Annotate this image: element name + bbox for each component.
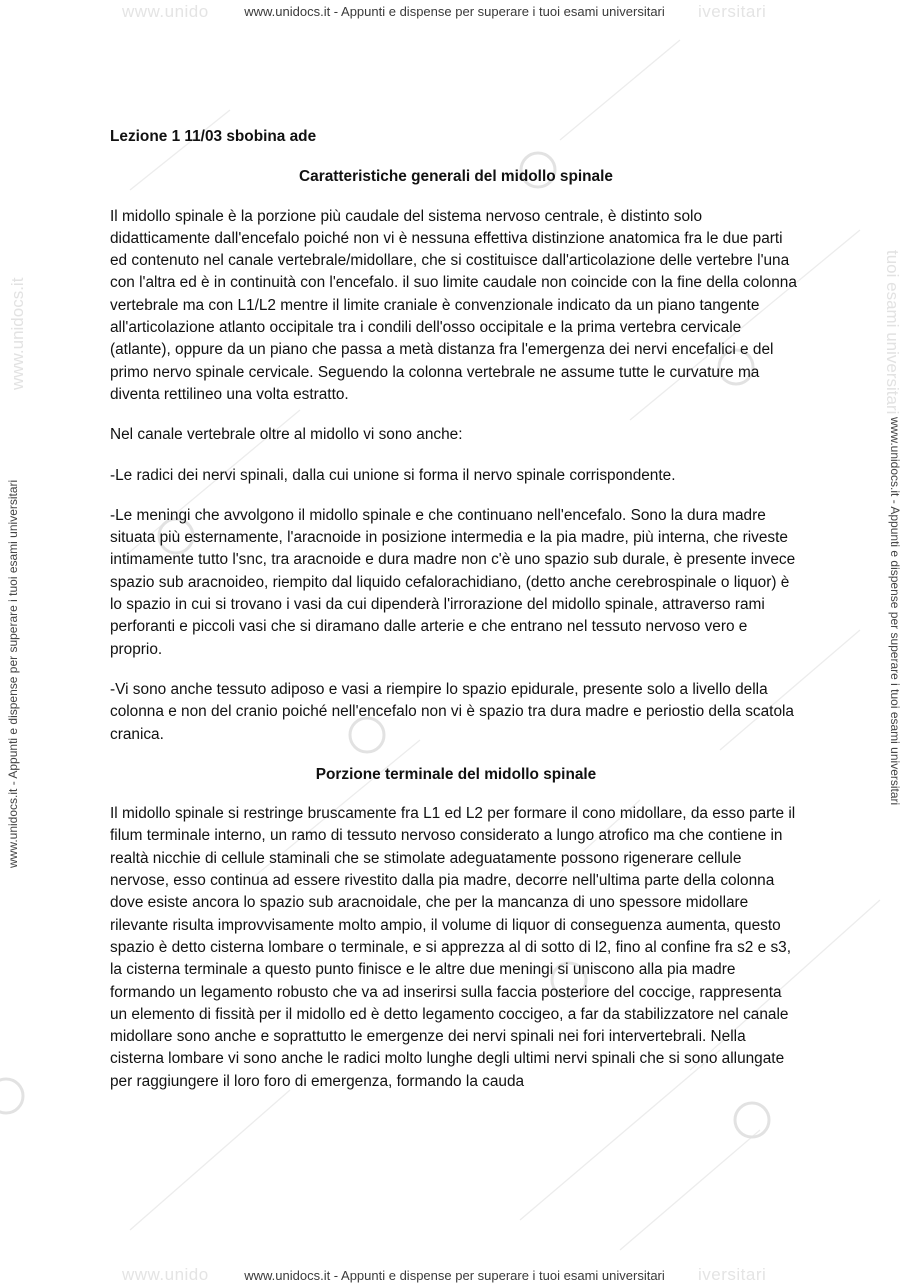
watermark-ghost-right: tuoi esami universitari bbox=[883, 250, 902, 415]
section-heading-general: Caratteristiche generali del midollo spinale bbox=[299, 168, 613, 186]
paragraph-overview: Il midollo spinale è la porzione più caudale del sistema nervoso centrale, è distinto solo didatticamente dall'encefalo poiché non vi è nessuna effettiva distinzione anatomica fra le due parti ed contenuto nel canale vertebrale/midollare, che si costituisce dall'articolazione delle vertebre l'una con l'altra ed è in continuità con l'encefalo. il suo limite caudale non coincide con la fine della colonna vertebrale ma con L1/L2 mentre il limite craniale è convenzionale indicato da un piano tangente all'articolazione atlanto occipitale tra i condili dell'osso occipitale e la prima vertebra cervicale (atlante), oppure da un piano che passa a metà distanza fra l'emergenza dei nervi encefalici e del primo nervo spinale cervicale. Seguendo la colonna vertebrale ne assume tutte le curvature ma diventa rettilineo una volta estratto. bbox=[110, 207, 797, 403]
watermark-side-right: www.unidocs.it - Appunti e dispense per superare i tuoi esami universitari bbox=[888, 417, 902, 806]
paragraph-meninges: -Le meningi che avvolgono il midollo spinale e che continuano nell'encefalo. Sono la dura madre situata più esternamente, l'aracnoide in posizione intermedia e la pia madre, più interna, che riveste intimamente tutto l'snc, tra aracnoide e dura madre non c'è uno spazio sub durale, è presente invece spazio sub aracnoideo, riempito dal liquido cefalorachidiano, (detto anche cerebrospinale o liquor) è lo spazio in cui si trovano i vasi da cui dipenderà l'irrorazione del midollo spinale, attraverso rami perforanti e piccoli vasi che si diramano dalle arterie e che entrano nel tessuto nervoso vero e proprio. bbox=[110, 506, 796, 658]
watermark-ghost-bottom: www.unido bbox=[122, 1265, 209, 1284]
watermark-logo-icon bbox=[0, 1079, 23, 1113]
watermark-header: www.unidocs.it - Appunti e dispense per superare i tuoi esami universitari bbox=[244, 4, 665, 19]
paragraph-epidural: -Vi sono anche tessuto adiposo e vasi a riempire lo spazio epidurale, presente solo a livello della colonna e non del cranio poiché nell'encefalo non vi è spazio tra dura madre e periostio della scatola cranica. bbox=[110, 680, 794, 743]
paragraph-canal-contents-intro: Nel canale vertebrale oltre al midollo vi sono anche: bbox=[110, 426, 463, 444]
lesson-title: Lezione 1 11/03 sbobina ade bbox=[110, 128, 317, 145]
document-body bbox=[110, 126, 802, 1111]
watermark-ghost-top-right: iversitari bbox=[698, 2, 767, 21]
watermark-footer: www.unidocs.it - Appunti e dispense per superare i tuoi esami universitari bbox=[244, 1268, 665, 1283]
section-heading-terminal: Porzione terminale del midollo spinale bbox=[315, 765, 597, 783]
paragraph-spinal-roots: -Le radici dei nervi spinali, dalla cui unione si forma il nervo spinale corrispondente. bbox=[110, 466, 676, 484]
paragraph-terminal-portion: Il midollo spinale si restringe bruscamente fra L1 ed L2 per formare il cono midollare, da esso parte il filum terminale interno, un ramo di tessuto nervoso considerato a lungo atrofico ma che contiene in realtà nicchie di cellule staminali che se stimolate adeguatamente possono rigenerare cellule nervose, esso continua ad essere rivestito dalla pia madre, decorre nell'ultima parte della colonna dove esiste ancora lo spazio sub aracnoidale, che per la mancanza di uno spessore midollare rilevante risulta improvvisamente molto ampio, il volume di liquor di conseguenza aumenta, questo spazio è detto cisterna lombare o terminale, e si apprezza al di sotto di l2, fino al confine fra s2 e s3, la cisterna terminale a questo punto finisce e le altre due meningi si uniscono alla pia madre formando un legamento robusto che va ad inserirsi sulla faccia posteriore del coccige, rappresenta un elemento di fissità per il midollo ed è detto legamento coccigeo, a far da stabilizzatore nel canale midollare sono anche e soprattutto le emergenze dei nervi spinali nei fori intervertebrali. Nella cisterna lombare vi sono anche le radici molto lunghe degli ultimi nervi spinali che si sono allungate per raggiungere il loro foro di emergenza, formando la cauda bbox=[110, 805, 796, 1090]
watermark-ghost-top: www.unido bbox=[122, 2, 209, 21]
watermark-side-left: www.unidocs.it - Appunti e dispense per superare i tuoi esami universitari bbox=[6, 479, 20, 868]
watermark-ghost-left: www.unidocs.it bbox=[8, 277, 27, 390]
watermark-ghost-bottom-right: iversitari bbox=[698, 1265, 767, 1284]
